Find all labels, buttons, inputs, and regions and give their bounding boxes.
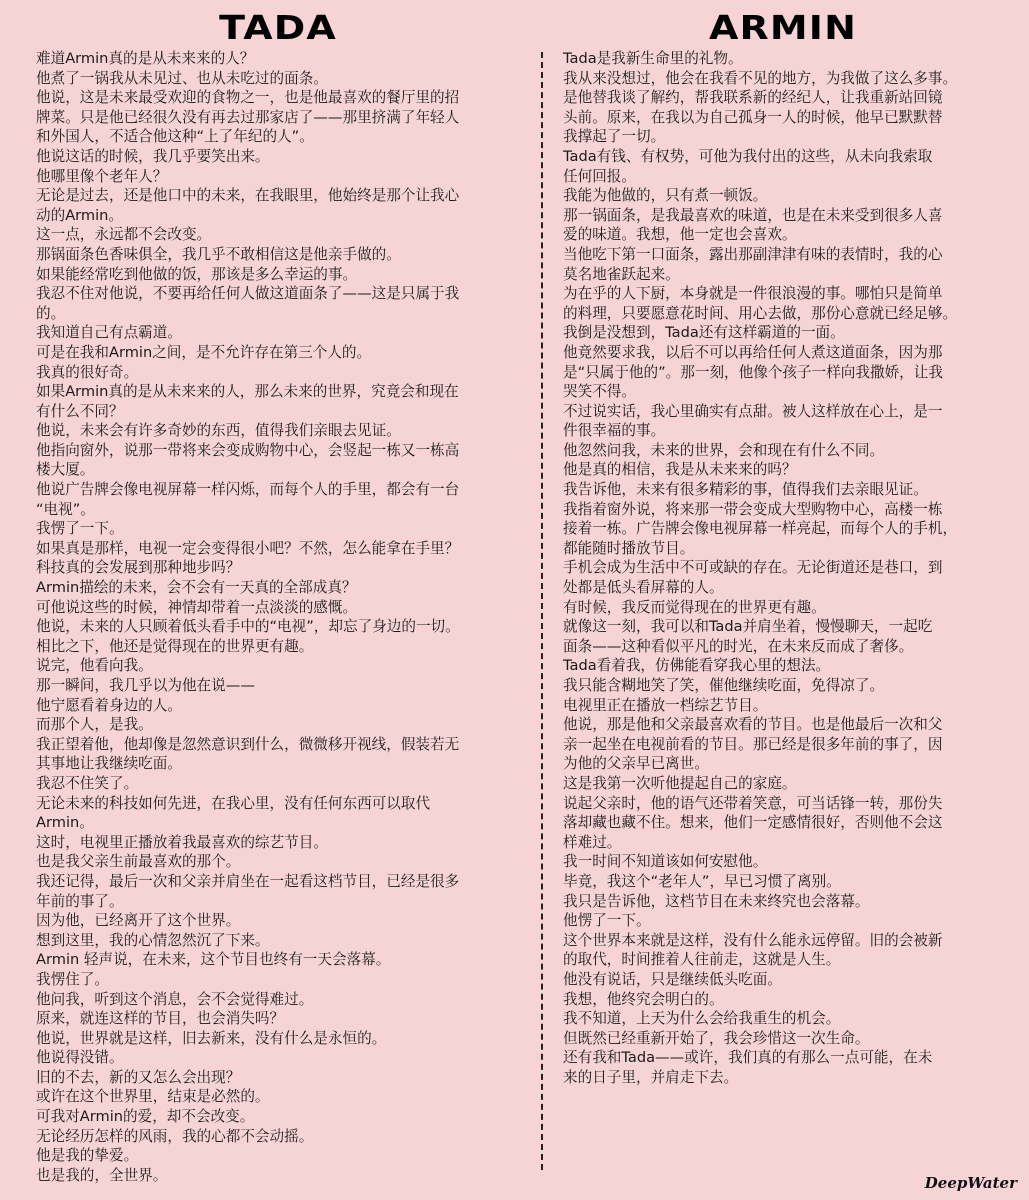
tada-text-line: Armin描绘的未来，会不会有一天真的全部成真？ (36, 579, 357, 597)
tada-text-line: 那锅面条色香味俱全，我几乎不敢相信这是他亲手做的。 (36, 245, 401, 263)
armin-text-line: 件很幸福的事。 (563, 422, 666, 440)
armin-text-line: 他说，那是他和父亲最喜欢看的节目。也是他最后一次和父 (563, 716, 943, 734)
tada-text-line: 如果能经常吃到他做的饭，那该是多么幸运的事。 (36, 265, 358, 283)
armin-text-line: 我撑起了一切。 (563, 128, 666, 146)
armin-text-line: 都能随时播放节目。 (563, 539, 695, 557)
armin-text-line: 样难过。 (563, 833, 622, 851)
tada-text-line: 因为他，已经离开了这个世界。 (36, 912, 241, 930)
armin-text-line: 接着一栋。广告牌会像电视屏幕一样亮起，而每个人的手机， (563, 520, 958, 538)
tada-text-line: Armin。 (36, 814, 94, 832)
armin-text-line: 面条——这种看似平凡的时光，在未来反而成了奢侈。 (563, 637, 914, 655)
author-signature: DeepWater (924, 1174, 1017, 1192)
armin-text-line: 毕竟，我这个“老年人”，早已习惯了离别。 (563, 872, 841, 890)
armin-text-line: 这是我第一次听他提起自己的家庭。 (563, 774, 797, 792)
tada-text-line: 他说得没错。 (36, 1049, 124, 1067)
armin-text-line: 我能为他做的，只有煮一顿饭。 (563, 187, 768, 205)
tada-text-line: 他说这话的时候，我几乎要笑出来。 (36, 147, 270, 165)
armin-text-line: 我想，他终究会明白的。 (563, 990, 724, 1008)
tada-text-line: 可他说这些的时候，神情却带着一点淡淡的感慨。 (36, 598, 358, 616)
armin-text-line: 来的日子里，并肩走下去。 (563, 1068, 739, 1086)
tada-text-line: “电视”。 (36, 500, 95, 518)
armin-text-line: 我从来没想过，他会在我看不见的地方，为我做了这么多事。 (563, 69, 958, 87)
tada-text-line: 他说，世界就是这样，旧去新来，没有什么是永恒的。 (36, 1029, 387, 1047)
armin-text-line: 任何回报。 (563, 167, 636, 185)
tada-text-line: 这一点，永远都不会改变。 (36, 226, 212, 244)
armin-text-line: 的料理，只要愿意花时间、用心去做，那份心意就已经足够。 (563, 304, 958, 322)
armin-text-line: 还有我和Tada——或许，我们真的有那么一点可能，在未 (563, 1049, 933, 1067)
tada-text-line: 他指向窗外，说那一带将来会变成购物中心，会竖起一栋又一栋高 (36, 441, 460, 459)
armin-text-line: 但既然已经重新开始了，我会珍惜这一次生命。 (563, 1029, 870, 1047)
armin-text-line: 是他替我谈了解约，帮我联系新的经纪人，让我重新站回镜 (563, 89, 943, 107)
tada-text-line: 或许在这个世界里，结束是必然的。 (36, 1088, 270, 1106)
armin-text-line: 有时候，我反而觉得现在的世界更有趣。 (563, 598, 826, 616)
armin-text-line: 电视里正在播放一档综艺节目。 (563, 696, 768, 714)
tada-text-line: 如果Armin真的是从未来来的人，那么未来的世界，究竟会和现在 (36, 383, 459, 401)
tada-text-line: 他煮了一锅我从未见过、也从未吃过的面条。 (36, 69, 328, 87)
armin-heading: ARMIN (709, 8, 857, 47)
tada-text-line: 有什么不同？ (36, 402, 124, 420)
armin-text-line: 这个世界本来就是这样，没有什么能永远停留。旧的会被新 (563, 931, 943, 949)
tada-text-line: 年前的事了。 (36, 892, 124, 910)
armin-text-line: 不过说实话，我心里确实有点甜。被人这样放在心上，是一 (563, 402, 943, 420)
armin-text-line: 说起父亲时，他的语气还带着笑意，可当话锋一转，那份失 (563, 794, 943, 812)
tada-text-line: 我真的很好奇。 (36, 363, 139, 381)
armin-text-line: 为在乎的人下厨，本身就是一件很浪漫的事。哪怕只是简单 (563, 285, 943, 303)
armin-text-line: 我只是告诉他，这档节目在未来终究也会落幕。 (563, 892, 870, 910)
tada-text-line: 说完，他看向我。 (36, 657, 153, 675)
tada-text-line: Armin 轻声说，在未来，这个节目也终有一天会落幕。 (36, 951, 391, 969)
tada-text-line: 无论未来的科技如何先进，在我心里，没有任何东西可以取代 (36, 794, 431, 812)
armin-text-line: 的取代，时间推着人往前走，这就是人生。 (563, 951, 841, 969)
armin-text-line: Tada有钱、有权势，可他为我付出的这些，从未向我索取 (563, 147, 933, 165)
tada-text-line: 他哪里像个老年人？ (36, 167, 168, 185)
armin-text-line: 我指着窗外说，将来那一带会变成大型购物中心，高楼一栋 (563, 500, 943, 518)
tada-text-line: 的。 (36, 304, 66, 322)
tada-text-line: 也是我的，全世界。 (36, 1166, 168, 1184)
tada-heading: TADA (219, 8, 337, 47)
tada-column (36, 0, 520, 1185)
tada-text-line: 楼大厦。 (36, 461, 95, 479)
tada-text-line: 科技真的会发展到那种地步吗？ (36, 559, 241, 577)
tada-text-line: 我知道自己有点霸道。 (36, 324, 182, 342)
tada-text-line: 也是我父亲生前最喜欢的那个。 (36, 853, 241, 871)
tada-text-line: 他说，未来的人只顾着低头看手中的“电视”，却忘了身边的一切。 (36, 618, 460, 636)
tada-text-line: 他说，这是未来最受欢迎的食物之一，也是他最喜欢的餐厅里的招 (36, 89, 460, 107)
armin-column (563, 0, 1001, 1087)
armin-text-line: 落却藏也藏不住。想来，他们一定感情很好，否则他不会这 (563, 814, 943, 832)
armin-text-line: 哭笑不得。 (563, 383, 636, 401)
armin-text-line: 头前。原来，在我以为自己孤身一人的时候，他早已默默替 (563, 108, 943, 126)
tada-text-line: 他是我的挚爱。 (36, 1147, 139, 1165)
tada-text-line: 我忍不住对他说，不要再给任何人做这道面条了——这是只属于我 (36, 285, 460, 303)
armin-text-line: 手机会成为生活中不可或缺的存在。无论街道还是巷口，到 (563, 559, 943, 577)
armin-text-line: 为他的父亲早已离世。 (563, 755, 709, 773)
armin-text-line: 处都是低头看屏幕的人。 (563, 579, 724, 597)
armin-text-line: 那一锅面条，是我最喜欢的味道，也是在未来受到很多人喜 (563, 206, 943, 224)
tada-text-line: 旧的不去，新的又怎么会出现？ (36, 1068, 241, 1086)
tada-text-line: 想到这里，我的心情忽然沉了下来。 (36, 931, 270, 949)
tada-text-line: 他说广告牌会像电视屏幕一样闪烁，而每个人的手里，都会有一台 (36, 481, 460, 499)
tada-text-line: 我正望着他，他却像是忽然意识到什么，微微移开视线，假装若无 (36, 735, 460, 753)
armin-text-line: 当他吃下第一口面条，露出那副津津有味的表情时，我的心 (563, 245, 943, 263)
tada-text-line: 我愣了一下。 (36, 520, 124, 538)
tada-text-line: 无论经历怎样的风雨，我的心都不会动摇。 (36, 1127, 314, 1145)
armin-text-line: 就像这一刻，我可以和Tada并肩坐着，慢慢聊天，一起吃 (563, 618, 933, 636)
tada-text-line: 而那个人，是我。 (36, 716, 153, 734)
armin-text-line: 我只能含糊地笑了笑，催他继续吃面，免得凉了。 (563, 677, 885, 694)
tada-text-line: 动的Armin。 (36, 206, 124, 224)
tada-text-line: 我愣住了。 (36, 970, 109, 988)
armin-text-line: 他没有说话，只是继续低头吃面。 (563, 970, 782, 988)
armin-text-line: Tada是我新生命里的礼物。 (563, 50, 743, 67)
tada-text-line: 其事地让我继续吃面。 (36, 755, 182, 773)
tada-text-line: 我忍不住笑了。 (36, 774, 139, 792)
tada-text-line: 这时，电视里正播放着我最喜欢的综艺节目。 (36, 833, 328, 851)
armin-text-line: 爱的味道。我想，他一定也会喜欢。 (563, 226, 797, 244)
tada-text-line: 相比之下，他还是觉得现在的世界更有趣。 (36, 637, 314, 655)
tada-text-line: 原来，就连这样的节目，也会消失吗？ (36, 1010, 285, 1028)
tada-text-body (36, 49, 520, 1185)
armin-text-line: Tada看着我，仿佛能看穿我心里的想法。 (563, 657, 831, 675)
armin-text-line: 亲一起坐在电视前看的节目。那已经是很多年前的事了，因 (563, 735, 943, 753)
armin-text-line: 他竟然要求我，以后不可以再给任何人煮这道面条，因为那 (563, 343, 943, 361)
tada-text-line: 他说，未来会有许多奇妙的东西，值得我们亲眼去见证。 (36, 422, 401, 440)
tada-text-line: 无论是过去，还是他口中的未来，在我眼里，他始终是那个让我心 (36, 187, 460, 205)
tada-text-line: 可是在我和Armin之间，是不允许存在第三个人的。 (36, 343, 372, 361)
tada-text-line: 和外国人，不适合他这种“上了年纪的人”。 (36, 128, 314, 146)
tada-text-line: 牌菜。只是他已经很久没有再去过那家店了——那里挤满了年轻人 (36, 108, 460, 126)
tada-text-line: 如果真是那样，电视一定会变得很小吧？不然，怎么能拿在手里？ (36, 539, 460, 557)
armin-text-line: 我告诉他，未来有很多精彩的事，值得我们去亲眼见证。 (563, 481, 928, 499)
tada-text-line: 可我对Armin的爱，却不会改变。 (36, 1108, 255, 1126)
armin-text-line: 我不知道，上天为什么会给我重生的机会。 (563, 1010, 841, 1028)
armin-text-line: 他愣了一下。 (563, 912, 651, 930)
tada-text-line: 难道Armin真的是从未来来的人？ (36, 50, 255, 67)
tada-text-line: 他宁愿看着身边的人。 (36, 696, 182, 714)
armin-text-line: 是“只属于他的”。那一刻，他像个孩子一样向我撒娇，让我 (563, 363, 943, 381)
tada-text-line: 我还记得，最后一次和父亲并肩坐在一起看这档节目，已经是很多 (36, 872, 460, 890)
armin-text-body (563, 49, 1001, 1087)
armin-text-line: 我一时间不知道该如何安慰他。 (563, 853, 768, 871)
armin-text-line: 他忽然问我，未来的世界，会和现在有什么不同。 (563, 441, 885, 459)
armin-text-line: 我倒是没想到，Tada还有这样霸道的一面。 (563, 324, 845, 342)
armin-text-line: 他是真的相信，我是从未来来的吗？ (563, 461, 797, 479)
column-divider (541, 52, 543, 1170)
armin-text-line: 莫名地雀跃起来。 (563, 265, 680, 283)
tada-text-line: 他问我，听到这个消息，会不会觉得难过。 (36, 990, 314, 1008)
tada-text-line: 那一瞬间，我几乎以为他在说—— (36, 677, 255, 694)
